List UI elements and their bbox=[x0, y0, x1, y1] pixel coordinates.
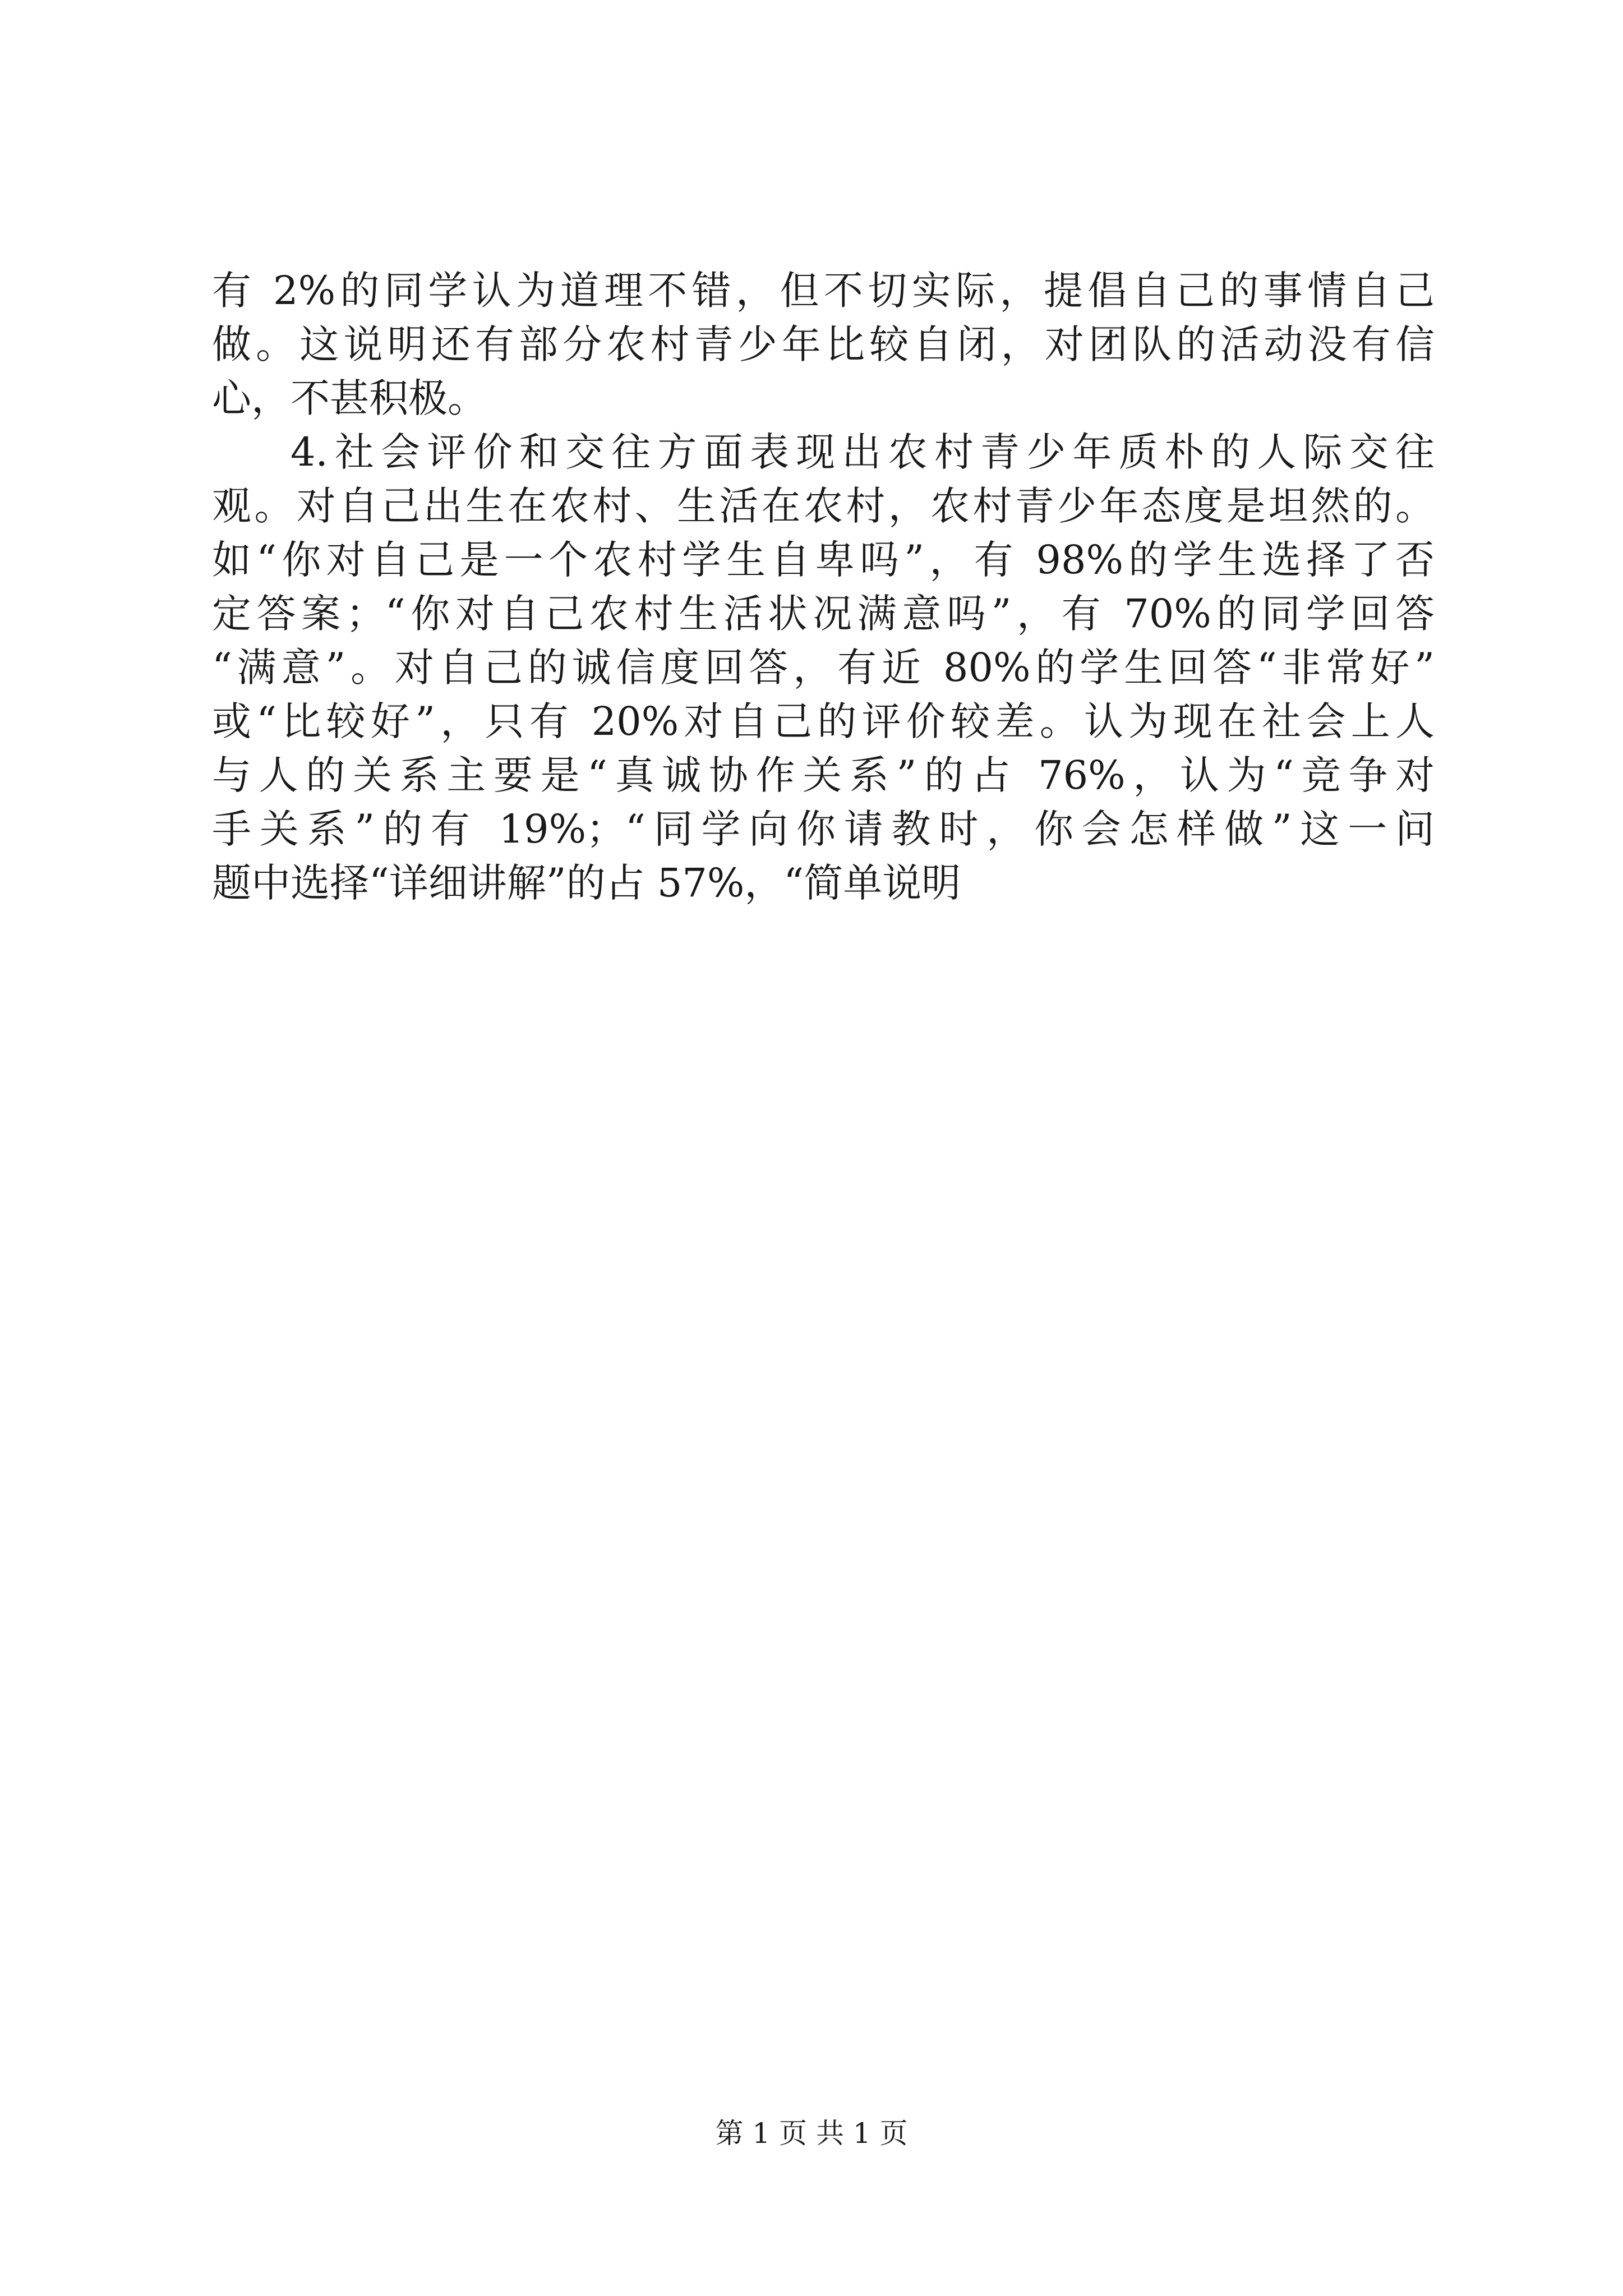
text-line: 或“比较好”，只有 20%对自己的评价较差。认为现在社会上人 bbox=[212, 698, 1435, 744]
text-line: 做。这说明还有部分农村青少年比较自闭，对团队的活动没有信 bbox=[212, 321, 1435, 367]
document-body bbox=[212, 264, 1435, 910]
text-line: 手关系”的有 19%；“同学向你请教时，你会怎样做”这一问 bbox=[212, 806, 1435, 852]
paragraph-1 bbox=[212, 264, 1435, 425]
text-line: 心，不甚积极。 bbox=[212, 375, 487, 421]
page-footer bbox=[0, 2114, 1623, 2153]
text-line: 观。对自己出生在农村、生活在农村，农村青少年态度是坦然的。 bbox=[212, 483, 1435, 529]
text-line: 4.社会评价和交往方面表现出农村青少年质朴的人际交往 bbox=[291, 429, 1435, 475]
text-line: 有 2%的同学认为道理不错，但不切实际，提倡自己的事情自己 bbox=[212, 268, 1435, 314]
text-line: “满意”。对自己的诚信度回答，有近 80%的学生回答“非常好” bbox=[212, 645, 1435, 691]
paragraph-2 bbox=[212, 425, 1435, 910]
text-line: 如“你对自己是一个农村学生自卑吗”，有 98%的学生选择了否 bbox=[212, 537, 1435, 583]
text-line: 定答案；“你对自己农村生活状况满意吗”，有 70%的同学回答 bbox=[212, 591, 1435, 637]
text-line: 题中选择“详细讲解”的占 57%，“简单说明 bbox=[212, 860, 961, 906]
text-line: 与人的关系主要是“真诚协作关系”的占 76%，认为“竞争对 bbox=[212, 752, 1435, 798]
page-number-label: 第 1 页 共 1 页 bbox=[715, 2117, 908, 2150]
